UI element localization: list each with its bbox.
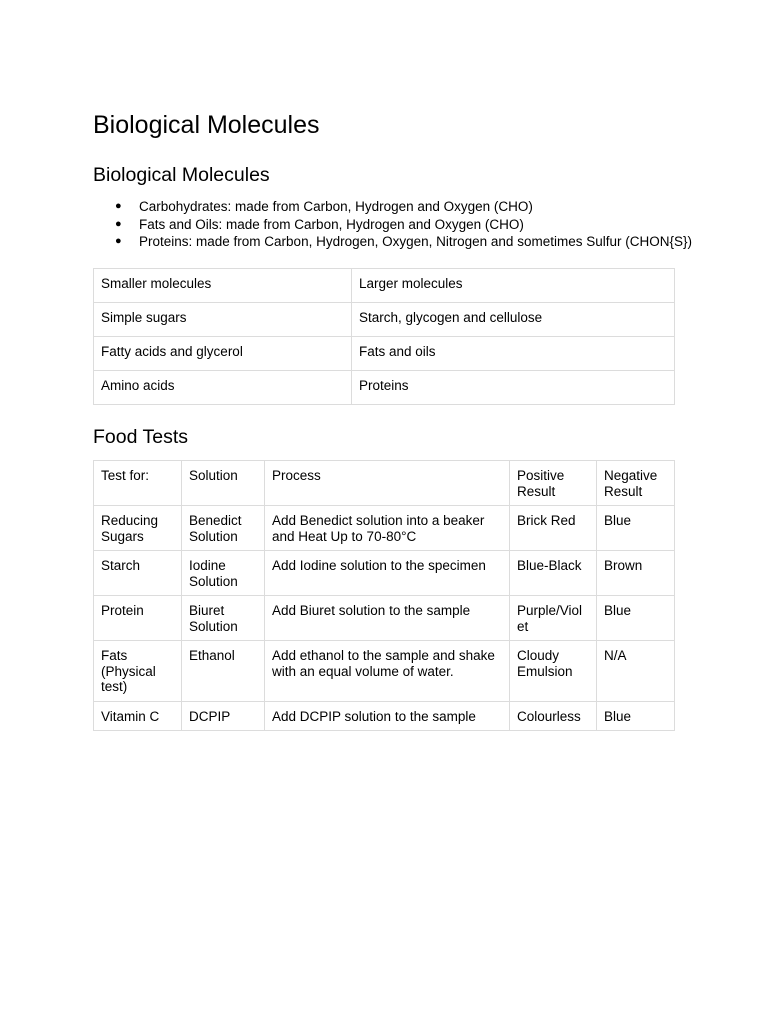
list-item: ● Fats and Oils: made from Carbon, Hydrogen and Oxygen (CHO) xyxy=(93,216,693,234)
table-row xyxy=(94,506,675,551)
table-cell: Blue xyxy=(597,701,675,731)
section-heading-biological-molecules: Biological Molecules xyxy=(93,164,270,186)
bullet-list xyxy=(93,198,693,251)
table-header-cell: Test for: xyxy=(94,461,182,506)
table-header-cell: Positive Result xyxy=(510,461,597,506)
table-row xyxy=(94,641,675,702)
table-cell: Iodine Solution xyxy=(182,551,265,596)
table-cell: Purple/Violet xyxy=(510,596,597,641)
table-cell: Starch xyxy=(94,551,182,596)
table-row xyxy=(94,303,675,337)
table-cell: Fats and oils xyxy=(352,337,675,371)
table-cell: Colourless xyxy=(510,701,597,731)
table-cell: N/A xyxy=(597,641,675,702)
list-item: ● Proteins: made from Carbon, Hydrogen, Oxygen, Nitrogen and sometimes Sulfur (CHON{S}) xyxy=(93,233,693,251)
table-row xyxy=(94,551,675,596)
table-cell: Add ethanol to the sample and shake with an equal volume of water. xyxy=(265,641,510,702)
table-cell: Add Iodine solution to the specimen xyxy=(265,551,510,596)
table-header-cell: Process xyxy=(265,461,510,506)
food-tests-table xyxy=(93,460,675,731)
table-cell: Larger molecules xyxy=(352,269,675,303)
table-cell: Cloudy Emulsion xyxy=(510,641,597,702)
table-cell: Brick Red xyxy=(510,506,597,551)
table-cell: Simple sugars xyxy=(94,303,352,337)
table-cell: Blue xyxy=(597,506,675,551)
table-cell: Blue xyxy=(597,596,675,641)
table-cell: Vitamin C xyxy=(94,701,182,731)
table-row xyxy=(94,701,675,731)
table-header-row xyxy=(94,461,675,506)
table-cell: Fats (Physical test) xyxy=(94,641,182,702)
table-cell: Ethanol xyxy=(182,641,265,702)
section-heading-food-tests: Food Tests xyxy=(93,426,189,448)
table-cell: Protein xyxy=(94,596,182,641)
list-item: ● Carbohydrates: made from Carbon, Hydrogen and Oxygen (CHO) xyxy=(93,198,693,216)
table-cell: Proteins xyxy=(352,371,675,405)
table-cell: Starch, glycogen and cellulose xyxy=(352,303,675,337)
table-cell: Add Biuret solution to the sample xyxy=(265,596,510,641)
table-cell: Benedict Solution xyxy=(182,506,265,551)
document-title: Biological Molecules xyxy=(93,111,320,139)
table-header-cell: Solution xyxy=(182,461,265,506)
table-cell: Amino acids xyxy=(94,371,352,405)
table-cell: Biuret Solution xyxy=(182,596,265,641)
table-header-cell: Negative Result xyxy=(597,461,675,506)
table-row xyxy=(94,371,675,405)
table-cell: Blue-Black xyxy=(510,551,597,596)
table-row xyxy=(94,337,675,371)
table-cell: DCPIP xyxy=(182,701,265,731)
table-cell: Fatty acids and glycerol xyxy=(94,337,352,371)
table-cell: Reducing Sugars xyxy=(94,506,182,551)
table-cell: Smaller molecules xyxy=(94,269,352,303)
molecules-table xyxy=(93,268,675,405)
table-cell: Add DCPIP solution to the sample xyxy=(265,701,510,731)
table-row xyxy=(94,269,675,303)
table-row xyxy=(94,596,675,641)
table-cell: Brown xyxy=(597,551,675,596)
table-cell: Add Benedict solution into a beaker and Heat Up to 70-80°C xyxy=(265,506,510,551)
